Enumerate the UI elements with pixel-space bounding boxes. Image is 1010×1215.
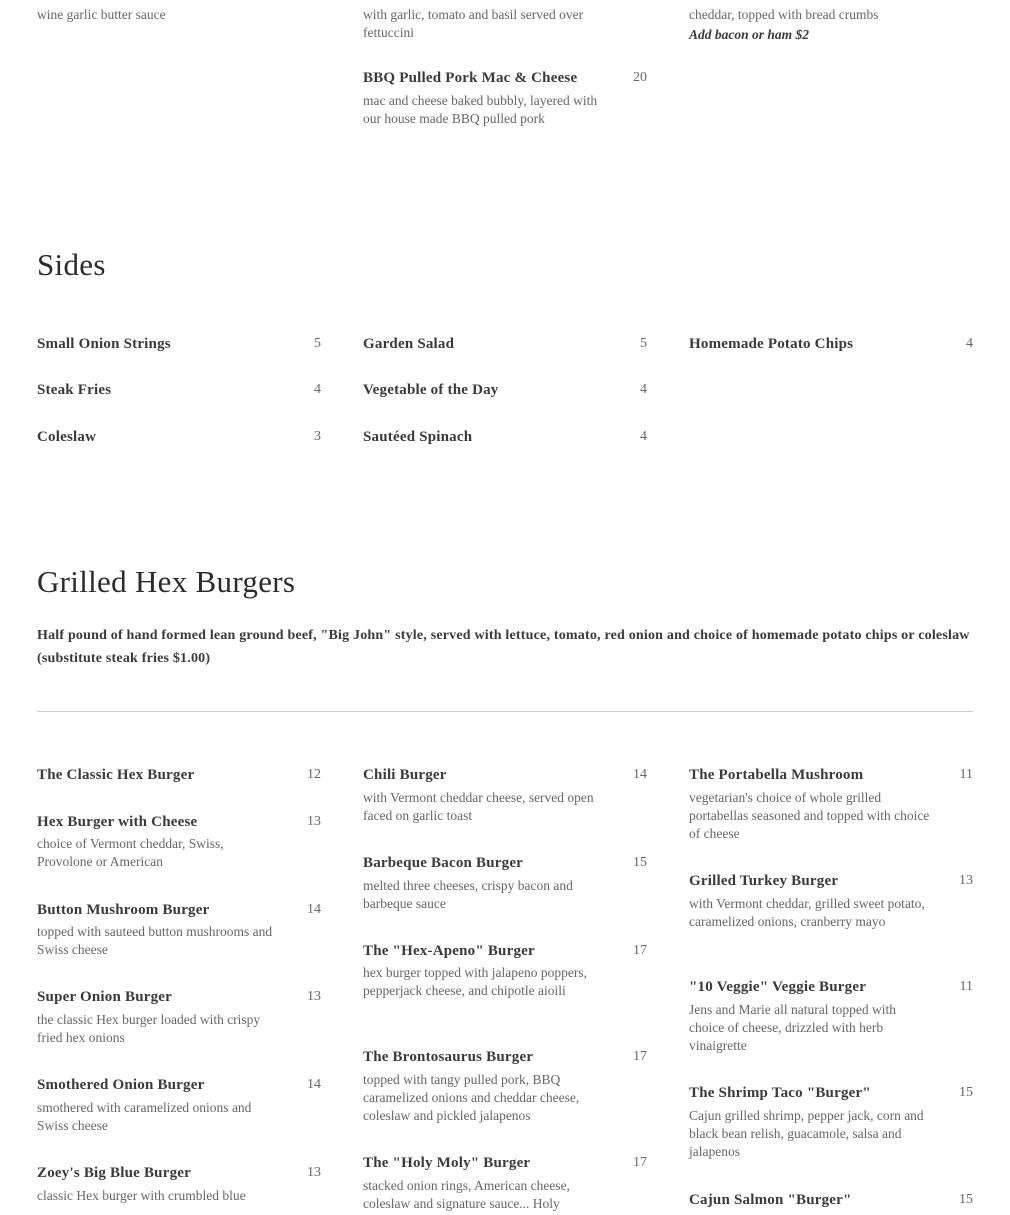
item-description: the classic Hex burger loaded with crispy fried hex onions bbox=[37, 1012, 261, 1045]
item-price: 3 bbox=[314, 429, 321, 444]
item-price: 14 bbox=[633, 767, 647, 782]
item-name: Coleslaw bbox=[37, 429, 97, 445]
menu-item bbox=[689, 871, 973, 977]
item-price: 14 bbox=[307, 1077, 321, 1092]
item-name: Vegetable of the Day bbox=[363, 382, 499, 398]
menu-item bbox=[37, 1163, 321, 1205]
item-price: 4 bbox=[966, 336, 973, 351]
menu-item bbox=[37, 812, 321, 900]
side-item bbox=[37, 380, 321, 427]
item-price: 20 bbox=[633, 70, 647, 85]
item-name: Sautéed Spinach bbox=[363, 429, 473, 445]
item-price: 15 bbox=[633, 855, 647, 870]
item-addon-note: Add bacon or ham $2 bbox=[689, 27, 810, 42]
item-price: 15 bbox=[959, 1085, 973, 1100]
item-description: stacked onion rings, American cheese, coleslaw and signature sauce... Holy bbox=[363, 1178, 570, 1211]
item-name: Smothered Onion Burger bbox=[37, 1077, 205, 1093]
item-description: topped with tangy pulled pork, BBQ caramelized onions and cheddar cheese, coleslaw and pickled jalapenos bbox=[363, 1072, 580, 1123]
item-price: 12 bbox=[307, 767, 321, 782]
item-description: topped with sauteed button mushrooms and Swiss cheese bbox=[37, 924, 273, 957]
menu-item bbox=[689, 765, 973, 871]
item-price: 5 bbox=[314, 336, 321, 351]
item-description: mac and cheese baked bubbly, layered with our house made BBQ pulled pork bbox=[363, 93, 598, 126]
item-name: "10 Veggie" Veggie Burger bbox=[689, 979, 867, 995]
item-name: Hex Burger with Cheese bbox=[37, 814, 198, 830]
item-price: 13 bbox=[959, 873, 973, 888]
item-price: 17 bbox=[633, 1155, 647, 1170]
item-name: The Brontosaurus Burger bbox=[363, 1049, 534, 1065]
item-description: cheddar, topped with bread crumbs bbox=[689, 7, 879, 22]
side-item bbox=[689, 334, 973, 354]
menu-item bbox=[363, 765, 647, 853]
item-description: with Vermont cheddar, grilled sweet potato, caramelized onions, cranberry mayo bbox=[689, 896, 925, 929]
menu-item bbox=[363, 1153, 647, 1213]
item-name: Homemade Potato Chips bbox=[689, 336, 854, 352]
menu-item bbox=[37, 987, 321, 1075]
side-item bbox=[37, 334, 321, 380]
section-title-sides: Sides bbox=[37, 247, 106, 282]
item-price: 4 bbox=[640, 429, 647, 444]
menu-item bbox=[689, 977, 973, 1083]
item-price: 11 bbox=[959, 767, 973, 782]
pasta-col1-partial bbox=[37, 6, 321, 24]
menu-item bbox=[37, 900, 321, 987]
item-name: Grilled Turkey Burger bbox=[689, 873, 839, 889]
item-description: Jens and Marie all natural topped with choice of cheese, drizzled with herb vinaigrette bbox=[689, 1002, 896, 1053]
item-description: hex burger topped with jalapeno poppers, pepperjack cheese, and chipotle aioili bbox=[363, 965, 587, 998]
item-price: 17 bbox=[633, 943, 647, 958]
item-description: classic Hex burger with crumbled blue bbox=[37, 1188, 246, 1203]
item-description: vegetarian's choice of whole grilled portabellas seasoned and topped with choice of cheese bbox=[689, 790, 930, 841]
menu-item bbox=[37, 1075, 321, 1163]
section-divider bbox=[37, 711, 973, 712]
item-name: The "Hex-Apeno" Burger bbox=[363, 943, 535, 959]
item-name: The Shrimp Taco "Burger" bbox=[689, 1085, 871, 1101]
item-description: with garlic, tomato and basil served over fettuccini bbox=[363, 7, 584, 40]
menu-item bbox=[363, 941, 647, 1047]
burgers-col3 bbox=[689, 765, 973, 1210]
item-description: melted three cheeses, crispy bacon and barbeque sauce bbox=[363, 878, 573, 911]
item-description: Cajun grilled shrimp, pepper jack, corn and black bean relish, guacamole, salsa and jalapenos bbox=[689, 1108, 924, 1159]
item-description: wine garlic butter sauce bbox=[37, 7, 166, 22]
side-item bbox=[363, 334, 647, 380]
side-item bbox=[363, 380, 647, 427]
item-name: The "Holy Moly" Burger bbox=[363, 1155, 531, 1171]
burgers-col2 bbox=[363, 765, 647, 1213]
item-price: 14 bbox=[307, 902, 321, 917]
item-name: Garden Salad bbox=[363, 336, 455, 352]
side-item bbox=[363, 427, 647, 447]
item-name: The Portabella Mushroom bbox=[689, 767, 864, 783]
item-price: 11 bbox=[959, 979, 973, 994]
item-name: Barbeque Bacon Burger bbox=[363, 855, 524, 871]
item-price: 13 bbox=[307, 989, 321, 1004]
pasta-col2-partial bbox=[363, 6, 647, 42]
item-name: Zoey's Big Blue Burger bbox=[37, 1165, 191, 1181]
item-price: 5 bbox=[640, 336, 647, 351]
menu-item-bbq-mac bbox=[363, 68, 647, 128]
section-note-burgers: Half pound of hand formed lean ground beef, "Big John" style, served with lettuce, tomato, red onion and choice of homemade potato chips or coleslaw (substitute steak fries $1.00) bbox=[37, 628, 970, 666]
item-name: Cajun Salmon "Burger" bbox=[689, 1192, 852, 1208]
item-price: 15 bbox=[959, 1192, 973, 1207]
item-name: BBQ Pulled Pork Mac & Cheese bbox=[363, 70, 578, 86]
burgers-col1 bbox=[37, 765, 321, 1205]
item-name: Small Onion Strings bbox=[37, 336, 171, 352]
menu-item bbox=[689, 1190, 973, 1210]
side-item bbox=[37, 427, 321, 447]
item-name: Super Onion Burger bbox=[37, 989, 173, 1005]
item-name: Steak Fries bbox=[37, 382, 112, 398]
item-name: The Classic Hex Burger bbox=[37, 767, 195, 783]
item-price: 4 bbox=[314, 382, 321, 397]
sides-col2 bbox=[363, 334, 647, 447]
item-price: 13 bbox=[307, 814, 321, 829]
item-description: smothered with caramelized onions and Swiss cheese bbox=[37, 1100, 252, 1133]
menu-item bbox=[363, 1047, 647, 1153]
item-price: 4 bbox=[640, 382, 647, 397]
section-title-burgers: Grilled Hex Burgers bbox=[37, 564, 296, 599]
menu-item bbox=[363, 853, 647, 941]
menu-item bbox=[689, 1083, 973, 1190]
item-price: 13 bbox=[307, 1165, 321, 1180]
item-name: Button Mushroom Burger bbox=[37, 902, 210, 918]
pasta-col3-partial bbox=[689, 6, 973, 44]
item-name: Chili Burger bbox=[363, 767, 447, 783]
sides-col1 bbox=[37, 334, 321, 447]
item-description: choice of Vermont cheddar, Swiss, Provolone or American bbox=[37, 836, 224, 869]
item-price: 17 bbox=[633, 1049, 647, 1064]
item-description: with Vermont cheddar cheese, served open faced on garlic toast bbox=[363, 790, 594, 823]
sides-col3 bbox=[689, 334, 973, 354]
menu-item bbox=[37, 765, 321, 812]
